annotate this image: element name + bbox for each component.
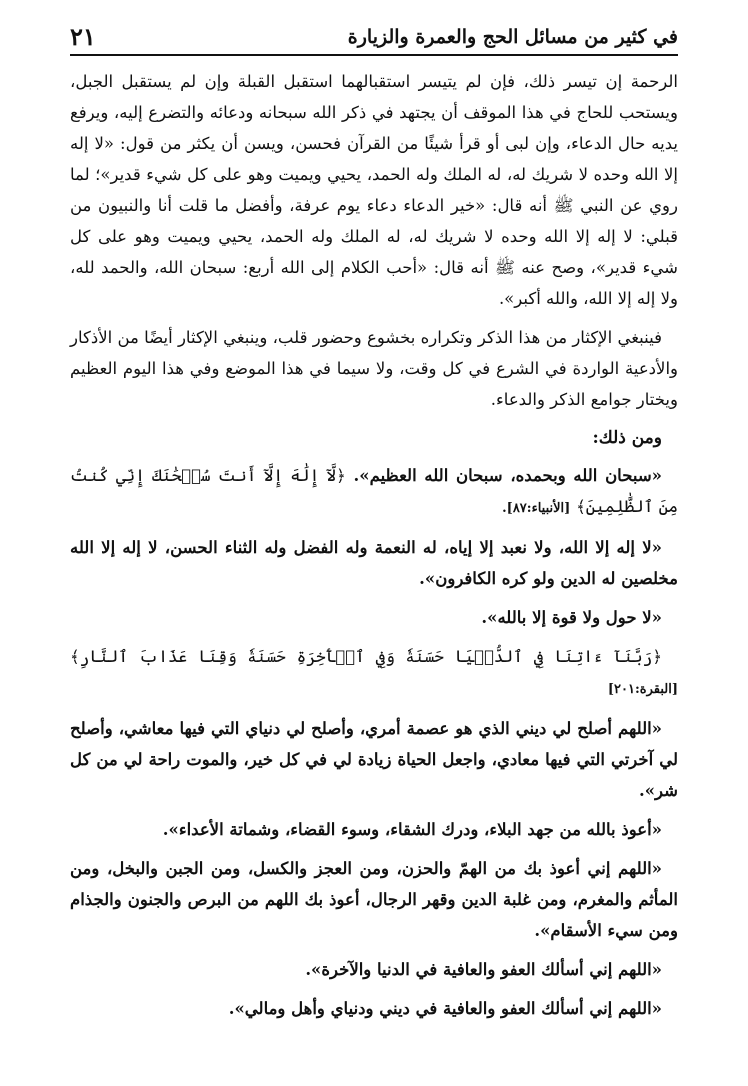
page-header [70,22,678,56]
paragraph-2: فينبغي الإكثار من هذا الذكر وتكراره بخشوع وحضور قلب، وينبغي الإكثار أيضًا من الأذكار والأدعية الواردة في الشرع في كل وقت، ولا سيما في هذا الموضع وفي هذا اليوم العظيم ويختار جوامع الذكر والدعاء. [70,328,678,409]
dhikr-1-text: «سبحان الله وبحمده، سبحان الله العظيم». [353,466,662,485]
running-title: في كثير من مسائل الحج والعمرة والزيارة [347,26,678,48]
section-heading: ومن ذلك: [592,428,662,448]
page-body [70,66,678,1032]
dhikr-6: «أعوذ بالله من جهد البلاء، ودرك الشقاء، وسوء القضاء، وشماتة الأعداء». [162,820,662,839]
dhikr-4 [70,641,678,705]
page-number: ٢١ [70,22,96,51]
dhikr-7: «اللهم إني أعوذ بك من الهمّ والحزن، ومن العجز والكسل، ومن الجبن والبخل، ومن المأثم والمغرم، ومن غلبة الدين وقهر الرجال، أعوذ بك اللهم من البرص والجنون والجذام ومن سيء الأسقام». [70,859,678,940]
dhikr-9: «اللهم إني أسألك العفو والعافية في ديني ودنياي وأهل ومالي». [228,999,662,1018]
dhikr-8: «اللهم إني أسألك العفو والعافية في الدنيا والآخرة». [305,960,662,979]
quran-reference-anbiya: [الأنبياء:٨٧]. [502,501,571,516]
quran-verse-anbiya: ﴿لَّآ إِلَٰهَ إِلَّآ أَنتَ سُبۡحَٰنَكَ إِنِّي كُنتُ مِنَ ٱلظَّٰلِمِينَ﴾ [70,466,678,516]
dhikr-5: «اللهم أصلح لي ديني الذي هو عصمة أمري، وأصلح لي دنياي التي فيها معاشي، وأصلح لي آخرتي التي فيها معادي، واجعل الحياة زيادة لي في كل خير، والموت راحة لي من كل شر». [70,719,678,800]
paragraph-1: الرحمة إن تيسر ذلك، فإن لم يتيسر استقبالهما استقبل القبلة وإن لم يستقبل الجبل، ويستحب للحاج في هذا الموقف أن يجتهد في ذكر الله سبحانه ودعائه والتضرع إليه، ويرفع يديه حال الدعاء، وإن لبى أو قرأ شيئًا من القرآن فحسن، ويسن أن يكثر من قول: «لا إله إلا الله وحده لا شريك له، له الملك وله الحمد، يحيي ويميت وهو على كل شيء قدير»؛ لما روي عن النبي ﷺ أنه قال: «خير الدعاء دعاء يوم عرفة، وأفضل ما قلت أنا والنبيون من قبلي: لا إله إلا الله وحده لا شريك له، له الملك وله الحمد، يحيي ويميت وهو على كل شيء قدير»، وصح عنه ﷺ أنه قال: «أحب الكلام إلى الله أربع: سبحان الله، والحمد لله، ولا إله إلا الله، والله أكبر». [70,72,678,308]
dhikr-3: «لا حول ولا قوة إلا بالله». [481,608,662,627]
dhikr-2: «لا إله إلا الله، ولا نعبد إلا إياه، له النعمة وله الفضل وله الثناء الحسن، لا إله إلا الله مخلصين له الدين ولو كره الكافرون». [70,538,678,588]
dhikr-1 [70,460,678,524]
quran-verse-baqara: ﴿رَبَّنَآ ءَاتِنَا فِي ٱلدُّنۡيَا حَسَنَةٗ وَفِي ٱلۡأٓخِرَةِ حَسَنَةٗ وَقِنَا عَذَابَ ٱلنَّارِ﴾ [70,647,662,666]
quran-reference-baqara: [البقرة:٢٠١] [607,682,678,697]
